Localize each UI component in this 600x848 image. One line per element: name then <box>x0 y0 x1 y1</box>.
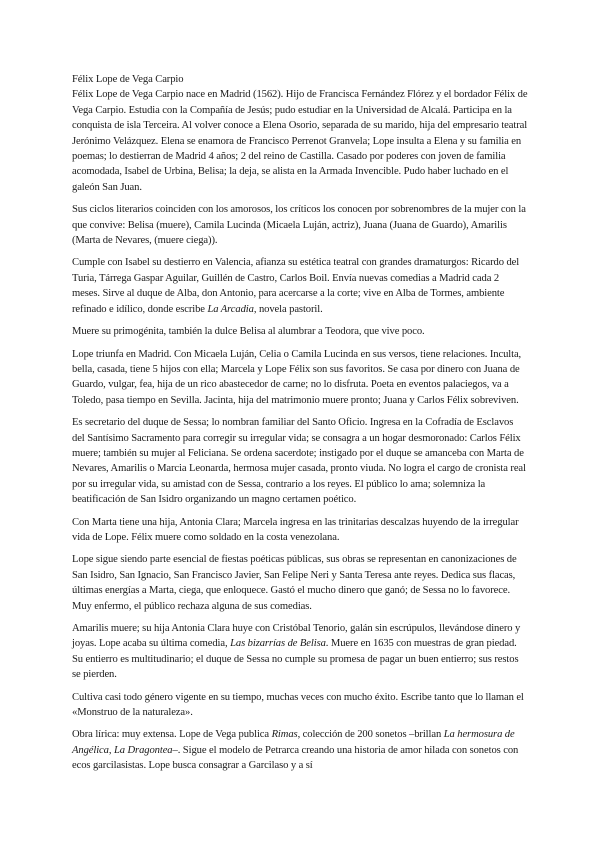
paragraph-text: Lope sigue siendo parte esencial de fiestas poéticas públicas, sus obras se representan en canonizaciones de San Isidro, San Ignacio, San Francisco Javier, San Felipe Neri y Santa Teresa ante reyes. Dedica sus flacas, últimas energías a Marta, ciega, que enloquece. Gastó el mucho dinero que ganó; de Sessa no lo favorece. Muy enfermo, el público rechaza alguna de sus comedias. <box>72 554 517 612</box>
paragraph-text: Félix Lope de Vega Carpio nace en Madrid (1562). Hijo de Francisca Fernández Flórez y el bordador Félix de Vega Carpio. Estudia con la Compañía de Jesús; pudo estudiar en la Universidad de Alcalá. Participa en la conquista de isla Terceira. Al volver conoce a Elena Osorio, separada de su marido, hija del empresario teatral Jerónimo Velázquez. Elena se enamora de Francisco Perrenot Granvela; Lope insulta a Elena y su familia en poemas; lo destierran de Madrid 4 años; 2 del reino de Castilla. Casado por poderes con joven de familia acomodada, Isabel de Urbina, Belisa; la deja, se alista en la Armada Invencible. Pudo haber luchado en el galeón San Juan. <box>72 89 528 193</box>
paragraph <box>72 202 528 248</box>
paragraph-text: Con Marta tiene una hija, Antonia Clara; Marcela ingresa en las trinitarias descalzas huyendo de la irregular vida de Lope. Félix muere como soldado en la costa venezolana. <box>72 516 519 543</box>
document-title: Félix Lope de Vega Carpio <box>72 74 184 85</box>
paragraph-text: Sus ciclos literarios coinciden con los amorosos, los críticos los conocen por sobrenombres de la mujer con la que convive: Belisa (muere), Camila Lucinda (Micaela Luján, actriz), Juana (Juana de Guardo), Amarilis (Marta de Nevares, (muere ciega)). <box>72 204 526 247</box>
paragraph-text: , <box>108 744 114 756</box>
paragraph <box>72 690 528 721</box>
paragraph <box>72 255 528 317</box>
italic-title: La Dragontea <box>113 744 173 756</box>
italic-title: Las bizarrías de Belisa <box>230 638 326 650</box>
paragraph-text: Lope triunfa en Madrid. Con Micaela Luján, Celia o Camila Lucinda en sus versos, tiene relaciones. Inculta, bella, casada, tiene 5 hijos con ella; Marcela y Lope Félix son sus favoritos. Se casa por dinero con Juana de Guardo, vulgar, fea, hija de un rico abastecedor de carne; no lo disfruta. Poeta en eventos palaciegos, va a Toledo, pasa tiempo en Sevilla. Jacinta, hija del matrimonio muere pronto; Juana y Carlos Félix sobreviven. <box>72 348 522 406</box>
paragraph-text: –. Sigue el modelo de Petrarca creando una historia de amor hilada con sonetos con ecos garcilasistas. Lope busca consagrar a Garcilaso y a sí <box>72 744 519 772</box>
paragraph <box>72 347 528 409</box>
paragraph <box>72 552 528 614</box>
paragraph <box>72 515 528 546</box>
paragraph-text: Obra lírica: muy extensa. Lope de Vega publica <box>72 729 272 741</box>
paragraph <box>72 727 528 773</box>
paragraph-text: , novela pastoril. <box>253 303 323 315</box>
paragraph-text: Amarilis muere; su hija Antonia Clara huye con Cristóbal Tenorio, galán sin escrúpulos, llevándose dinero y joyas. Lope acaba su última comedia, <box>72 623 521 650</box>
paragraph <box>72 324 528 339</box>
document-page <box>72 72 528 781</box>
italic-title: Rimas <box>271 729 298 741</box>
paragraph <box>72 87 528 195</box>
paragraph-text: Muere su primogénita, también la dulce Belisa al alumbrar a Teodora, que vive poco. <box>72 326 425 338</box>
document-body <box>72 87 528 773</box>
paragraph-text: Cultiva casi todo género vigente en su tiempo, muchas veces con mucho éxito. Escribe tanto que lo llaman el «Monstruo de la naturaleza». <box>72 691 524 719</box>
paragraph <box>72 621 528 683</box>
paragraph-text: , colección de 200 sonetos –brillan <box>297 729 444 741</box>
paragraph-text: Es secretario del duque de Sessa; lo nombran familiar del Santo Oficio. Ingresa en la Cofradía de Esclavos del Santísimo Sacramento para corregir su irregular vida; se consagra a un hogar desmoronado: Carlos Félix muere; también su mujer al Feliciana. Se ordena sacerdote; instigado por el duque se amanceba con Marta de Nevares, Amarilis o Marcia Leonarda, hermosa mujer casada, pronto viuda. No logra el cargo de cronista real por su irregular vida, su amistad con de Sessa, contrario a los reyes. El público lo ama; solemniza la beatificación de San Isidro organizando un magno certamen poético. <box>72 417 526 506</box>
italic-title: La hermosura de Angélica <box>72 729 515 756</box>
italic-title: La Arcadia <box>207 303 254 315</box>
paragraph-text: Cumple con Isabel su destierro en Valencia, afianza su estética teatral con grandes dramaturgos: Ricardo del Turia, Tárrega Gaspar Aguilar, Guillén de Castro, Carlos Boil. Envía nuevas comedias a Madrid cada 2 meses. Sirve al duque de Alba, don Antonio, para acercarse a la corte; vive en Alba de Tormes, ambiente refinado e idílico, donde escribe <box>72 257 520 315</box>
paragraph-text: . Muere en 1635 con muestras de gran piedad. Su entierro es multitudinario; el duque de Sessa no cumple su promesa de pagar un buen entierro; sus restos se pierden. <box>72 638 519 681</box>
paragraph <box>72 415 528 507</box>
